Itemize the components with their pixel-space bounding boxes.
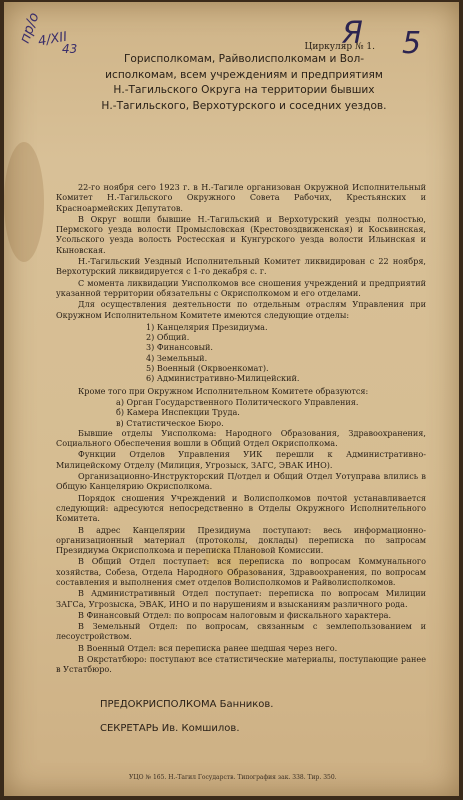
paragraph: Кроме того при Окружном Исполнительном Комитете образуются: [78, 385, 369, 396]
paragraph: В Военный Отдел: вся переписка ранее шедшая через него. [78, 642, 338, 653]
handwritten-note: пр/о [16, 10, 43, 46]
paragraph: В Окрстатбюро: поступают все статистические материалы, поступающие ранее в Устатбюро. [56, 654, 426, 675]
paragraph: Функции Отделов Управления УИК перешли к Административно-Милицейскому Отделу (Милиция, Угрозыск, ЗАГС, ЭВАК ИНО). [56, 449, 426, 470]
heading-line: Горисполкомам, Райволисполкомам и Вол- [123, 53, 365, 65]
handwritten-note: Я [342, 16, 363, 51]
paragraph: В Округ вошли бывшие Н.-Тагильский и Верхотурский уезды полностью, Пермского уезда волости Промысловская (Крестовоздвиженская) и Косьвинская, Усольского уезда волость Ростесская и Кунгурского уезда волости Ильинская и Кыновская. [56, 213, 426, 255]
document-body [56, 182, 426, 676]
print-footer: УЦО № 165. Н.-Тагил Государств. Типография зак. 338. Тир. 350. [129, 774, 337, 781]
body-item: в) Статистическое Бюро. [116, 417, 224, 428]
paragraph: В Административный Отдел поступает: переписка по вопросам Милиции ЗАГСа, Угрозыска, ЭВАК, ИНО и по нарушениям и взысканиям различного рода. [56, 588, 426, 609]
body-item: б) Камера Инспекции Труда. [116, 407, 240, 418]
department-item: 1) Канцелярия Президиума. [146, 321, 268, 332]
document-heading [66, 52, 422, 114]
department-item: 6) Административно-Милицейский. [146, 373, 300, 384]
paragraph: Н.-Тагильский Уездный Исполнительный Комитет ликвидирован с 22 ноября, Верхотурский ликвидируется с 1-го декабря с. г. [56, 256, 426, 277]
heading-line: Н.-Тагильского, Верхотурского и соседних уездов. [101, 99, 387, 112]
document-page [4, 2, 459, 796]
department-item: 5) Военный (Окрвоенкомат). [146, 363, 269, 374]
paragraph: В Земельный Отдел: по вопросам, связанным с землепользованием и лесоустройством. [56, 621, 426, 642]
paragraph: Порядок сношения Учреждений и Волисполкомов почтой устанавливается следующий: адресуются непосредственно в Отделы Окружного Исполнительного Комитета. [56, 492, 426, 524]
handwritten-note: 43 [62, 42, 78, 56]
paragraph: С момента ликвидации Уисполкомов все сношения учреждений и предприятий указанной территории обязательны с Окрисполкомом и его отделами. [56, 277, 426, 298]
body-item: а) Орган Государственного Политического Управления. [116, 396, 359, 407]
paragraph: Бывшие отделы Уисполкома: Народного Образования, Здравоохранения, Социального Обеспечения вошли в Общий Отдел Окрисполкома. [56, 427, 426, 449]
handwritten-note: 5 [402, 26, 422, 61]
paragraph: Организационно-Инструкторский П/отдел и Общий Отдел Уотуправа влились в Общую Канцелярию Окрисполкома. [56, 471, 426, 492]
circular-label: Циркуляр № 1. [304, 42, 375, 52]
heading-line: исполкомам, всем учреждениям и предприятиям [105, 68, 383, 81]
paragraph: 22-го ноября сего 1923 г. в Н.-Тагиле организован Окружной Исполнительный Комитет Н.-Тагильского Окружного Совета Рабочих, Крестьянских и Красноармейских Депутатов. [56, 182, 426, 213]
handwritten-note: 4/XII [36, 29, 69, 50]
signature-secretary: СЕКРЕТАРЬ Ив. Комшилов. [100, 723, 240, 734]
department-list [146, 322, 426, 384]
heading-line: Н.-Тагильского Округа на территории бывших [113, 84, 375, 96]
paragraph: В Финансовый Отдел: по вопросам налоговым и фискального характера. [78, 609, 392, 620]
paragraph: В Общий Отдел поступает: вся переписка по вопросам Коммунального хозяйства, Собеза, Отдела Народного Образования, Здравоохранения, по вопросам составления и выполнения смет отделов Волисполкомов и Райволисполкомов. [56, 556, 426, 587]
signature-chair: ПРЕДОКРИСПОЛКОМА Банников. [100, 699, 274, 710]
department-item: 2) Общий. [146, 332, 190, 343]
paragraph: Для осуществления деятельности по отдельным отраслям Управления при Окружном Исполнительном Комитете имеются следующие отделы: [56, 299, 426, 320]
department-item: 3) Финансовый. [146, 342, 213, 353]
paper-stain [4, 142, 44, 262]
paragraph: В адрес Канцелярии Президиума поступают: весь информационно-организационный материал (протоколы, доклады) переписка по запросам Президиума Окрисполкома и переписка Плановой Комиссии. [56, 524, 426, 556]
department-item: 4) Земельный. [146, 352, 208, 363]
